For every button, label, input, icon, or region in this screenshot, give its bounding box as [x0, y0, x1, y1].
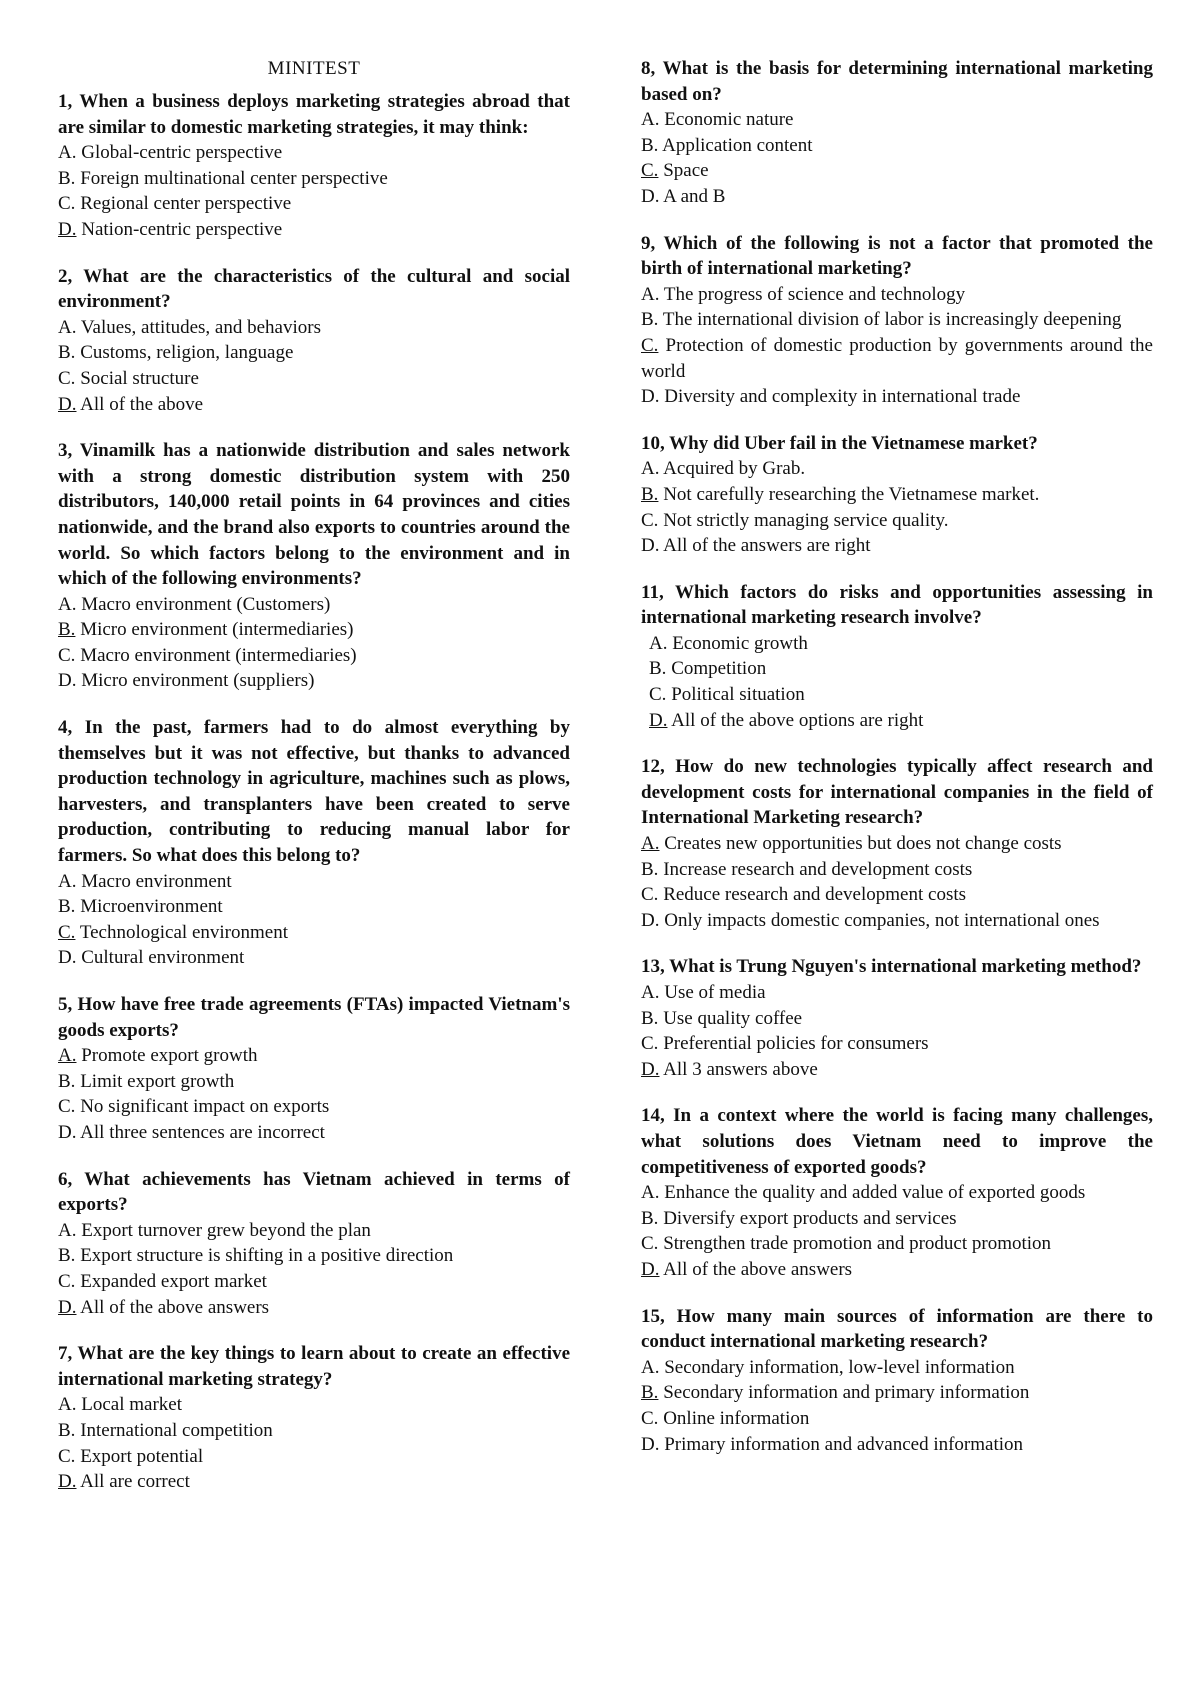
answer-letter: A. — [641, 1356, 660, 1378]
correct-answer-letter: A. — [641, 833, 660, 855]
question-5 — [58, 992, 570, 1146]
answer-text: All 3 answers above — [659, 1058, 818, 1080]
answer-options — [641, 631, 1153, 733]
answer-text: Economic nature — [659, 109, 794, 131]
answer-text: Foreign multinational center perspective — [75, 167, 388, 189]
answer-option — [641, 307, 1153, 333]
answer-letter: B. — [58, 342, 76, 364]
question-text: 9, Which of the following is not a factor that promoted the birth of international marketing? — [641, 232, 1153, 280]
left-column — [58, 56, 570, 1516]
answer-option — [641, 1432, 1153, 1458]
question-2 — [58, 264, 570, 418]
answer-letter: B. — [641, 1207, 659, 1229]
answer-text: International competition — [75, 1419, 273, 1441]
answer-letter: A. — [641, 982, 660, 1003]
answer-letter: B. — [641, 134, 659, 156]
answer-option — [58, 366, 570, 392]
answer-option — [58, 166, 570, 192]
correct-answer-letter: B. — [641, 483, 659, 505]
answer-letter: B. — [58, 1419, 76, 1441]
answer-option — [58, 1069, 570, 1095]
question-12 — [641, 754, 1153, 933]
answer-option — [58, 1444, 570, 1470]
answer-letter: C. — [641, 1033, 659, 1055]
answer-letter: B. — [641, 309, 659, 331]
answer-options — [58, 1043, 570, 1145]
answer-text: Reduce research and development costs — [658, 884, 967, 906]
answer-options — [58, 1218, 570, 1320]
question-9 — [641, 231, 1153, 410]
answer-text: Export potential — [75, 1445, 204, 1467]
answer-option — [58, 643, 570, 669]
question-text: 11, Which factors do risks and opportunities assessing in international marketing research involve? — [641, 581, 1153, 629]
answer-option — [641, 908, 1153, 934]
question-text: 14, In a context where the world is facing many challenges, what solutions does Vietnam need to improve the competitiveness of exported goods? — [641, 1105, 1153, 1178]
answer-text: Acquired by Grab. — [659, 458, 806, 480]
answer-letter: D. — [58, 670, 77, 692]
answer-option — [58, 1469, 570, 1495]
answer-option — [58, 191, 570, 217]
answer-text: Expanded export market — [75, 1270, 267, 1292]
question-8 — [641, 56, 1153, 210]
answer-option — [58, 392, 570, 418]
answer-option — [641, 656, 1153, 682]
answer-option — [641, 482, 1153, 508]
correct-answer-letter: C. — [58, 921, 76, 943]
answer-option — [641, 1057, 1153, 1083]
answer-text: All of the above answers — [659, 1258, 853, 1280]
correct-answer-letter: D. — [58, 218, 77, 240]
answer-option — [58, 1218, 570, 1244]
answer-text: Macro environment (Customers) — [76, 593, 331, 615]
answer-letter: A. — [58, 1219, 77, 1241]
answer-text: Export turnover grew beyond the plan — [76, 1219, 371, 1241]
answer-option — [58, 920, 570, 946]
answer-option — [58, 217, 570, 243]
answer-letter: A. — [58, 316, 77, 338]
answer-option — [58, 668, 570, 694]
correct-answer-letter: D. — [641, 1258, 660, 1280]
answer-letter: A. — [58, 1394, 77, 1416]
question-text: 10, Why did Uber fail in the Vietnamese market? — [641, 432, 1038, 454]
answer-option — [58, 1392, 570, 1418]
answer-letter: C. — [58, 1445, 76, 1467]
answer-text: All three sentences are incorrect — [76, 1121, 325, 1143]
answer-letter: B. — [58, 1245, 76, 1267]
question-text: 15, How many main sources of information are there to conduct international marketing research? — [641, 1305, 1153, 1353]
answer-text: The progress of science and technology — [659, 283, 966, 305]
answer-letter: C. — [58, 1270, 76, 1292]
answer-options — [641, 1180, 1153, 1282]
answer-options — [58, 315, 570, 417]
answer-text: Micro environment (suppliers) — [76, 670, 315, 692]
question-text: 7, What are the key things to learn about to create an effective international marketing strategy? — [58, 1343, 570, 1390]
answer-letter: C. — [58, 367, 76, 389]
question-10 — [641, 431, 1153, 559]
answer-text: Enhance the quality and added value of exported goods — [659, 1182, 1086, 1204]
correct-answer-letter: B. — [641, 1382, 659, 1404]
answer-option — [641, 708, 1153, 734]
answer-option — [641, 1257, 1153, 1283]
answer-letter: C. — [58, 193, 76, 215]
answer-text: Microenvironment — [75, 896, 223, 918]
answer-text: Protection of domestic production by governments around the world — [641, 334, 1153, 382]
answer-letter: B. — [641, 1007, 659, 1029]
correct-answer-letter: D. — [58, 393, 77, 415]
answer-option — [58, 1243, 570, 1269]
question-13 — [641, 954, 1153, 1082]
question-text: 3, Vinamilk has a nationwide distribution and sales network with a strong domestic distribution system with 250 distributors, 140,000 retail points in 64 provinces and cities nationwide, and the brand also exports to countries around the world. So which factors belong to the environment and in which of the following environments? — [58, 440, 570, 590]
answer-options — [641, 1355, 1153, 1457]
answer-option — [641, 1006, 1153, 1032]
answer-text: Secondary information, low-level information — [659, 1356, 1015, 1378]
answer-letter: D. — [641, 386, 660, 408]
answer-option — [58, 1295, 570, 1321]
answer-text: Promote export growth — [76, 1045, 258, 1067]
answer-letter: A. — [641, 283, 660, 305]
question-text: 6, What achievements has Vietnam achieved in terms of exports? — [58, 1168, 570, 1216]
correct-answer-letter: D. — [58, 1296, 77, 1318]
answer-letter: D. — [58, 947, 77, 969]
question-3 — [58, 438, 570, 694]
answer-letter: C. — [58, 1096, 76, 1118]
answer-option — [58, 1269, 570, 1295]
answer-text: Values, attitudes, and behaviors — [76, 316, 321, 338]
answer-text: Limit export growth — [75, 1070, 235, 1092]
answer-option — [641, 1180, 1153, 1206]
answer-options — [58, 1392, 570, 1494]
answer-text: Nation-centric perspective — [76, 218, 283, 240]
answer-text: No significant impact on exports — [75, 1096, 330, 1118]
answer-letter: B. — [649, 658, 667, 680]
answer-text: Micro environment (intermediaries) — [75, 619, 354, 641]
answer-option — [641, 158, 1153, 184]
answer-option — [641, 107, 1153, 133]
answer-text: All of the answers are right — [659, 535, 871, 557]
answer-text: Secondary information and primary information — [658, 1382, 1030, 1404]
answer-text: A and B — [659, 185, 726, 207]
answer-text: Use of media — [659, 982, 766, 1003]
answer-letter: A. — [58, 870, 77, 892]
correct-answer-letter: D. — [649, 709, 668, 731]
answer-text: Global-centric perspective — [76, 142, 283, 164]
right-column — [641, 56, 1153, 1478]
answer-option — [641, 1406, 1153, 1432]
answer-letter: A. — [641, 1182, 660, 1204]
answer-option — [641, 1231, 1153, 1257]
correct-answer-letter: D. — [58, 1471, 77, 1493]
answer-option — [641, 282, 1153, 308]
answer-text: Social structure — [75, 367, 199, 389]
question-11 — [641, 580, 1153, 734]
answer-letter: A. — [641, 109, 660, 131]
question-text: 13, What is Trung Nguyen's international marketing method? — [641, 956, 1142, 978]
correct-answer-letter: D. — [641, 1058, 660, 1080]
correct-answer-letter: C. — [641, 334, 659, 356]
question-1 — [58, 89, 570, 243]
answer-letter: A. — [58, 593, 77, 615]
answer-text: Creates new opportunities but does not change costs — [659, 833, 1062, 855]
answer-option — [58, 1418, 570, 1444]
answer-text: Only impacts domestic companies, not international ones — [659, 909, 1100, 931]
question-text: 5, How have free trade agreements (FTAs) impacted Vietnam's goods exports? — [58, 994, 570, 1041]
document-title: MINITEST — [267, 58, 361, 79]
answer-letter: C. — [641, 884, 659, 906]
answer-option — [58, 894, 570, 920]
answer-text: All of the above answers — [76, 1296, 270, 1318]
answer-letter: C. — [649, 684, 667, 706]
answer-option — [641, 1031, 1153, 1057]
answer-option — [641, 1380, 1153, 1406]
answer-text: Regional center perspective — [75, 193, 292, 215]
answer-text: All are correct — [76, 1471, 190, 1493]
answer-text: Customs, religion, language — [75, 342, 294, 364]
answer-option — [58, 1120, 570, 1146]
answer-letter: B. — [641, 858, 659, 880]
answer-option — [641, 384, 1153, 410]
answer-letter: D. — [641, 1433, 660, 1455]
answer-option — [58, 869, 570, 895]
answer-options — [58, 869, 570, 971]
answer-option — [58, 1043, 570, 1069]
answer-text: Application content — [658, 134, 813, 156]
answer-option — [58, 340, 570, 366]
correct-answer-letter: C. — [641, 160, 659, 182]
answer-letter: B. — [58, 896, 76, 918]
answer-text: Macro environment (intermediaries) — [75, 644, 357, 666]
question-text: 4, In the past, farmers had to do almost everything by themselves but it was not effective, but thanks to advanced production technology in agriculture, machines such as plows, harvesters, and transplanters have been created to serve production, contributing to reducing manual labor for farmers. So what does this belong to? — [58, 717, 570, 867]
answer-text: Use quality coffee — [658, 1007, 803, 1029]
answer-text: Competition — [666, 658, 767, 680]
answer-letter: A. — [58, 142, 77, 164]
answer-text: Strengthen trade promotion and product promotion — [658, 1233, 1052, 1255]
question-text: 2, What are the characteristics of the cultural and social environment? — [58, 265, 570, 313]
answer-text: Increase research and development costs — [658, 858, 973, 880]
question-4 — [58, 715, 570, 971]
answer-option — [58, 1094, 570, 1120]
answer-text: Online information — [658, 1407, 810, 1429]
answer-option — [58, 592, 570, 618]
answer-text: Preferential policies for consumers — [658, 1033, 929, 1055]
answer-options — [641, 282, 1153, 410]
answer-letter: D. — [641, 535, 660, 557]
answer-option — [641, 1206, 1153, 1232]
answer-option — [641, 857, 1153, 883]
answer-letter: D. — [58, 1121, 77, 1143]
answer-letter: A. — [649, 632, 668, 654]
answer-option — [58, 617, 570, 643]
answer-letter: D. — [641, 909, 660, 931]
answer-options — [58, 592, 570, 694]
answer-letter: C. — [641, 1407, 659, 1429]
answer-text: Local market — [76, 1394, 182, 1416]
answer-letter: B. — [58, 167, 76, 189]
answer-letter: D. — [641, 185, 660, 207]
answer-option — [641, 333, 1153, 384]
answer-options — [58, 140, 570, 242]
correct-answer-letter: A. — [58, 1045, 77, 1067]
question-text: 12, How do new technologies typically affect research and development costs for international companies in the field of International Marketing research? — [641, 756, 1153, 829]
correct-answer-letter: B. — [58, 619, 76, 641]
answer-letter: C. — [641, 509, 659, 531]
answer-text: Not carefully researching the Vietnamese market. — [658, 483, 1040, 505]
answer-options — [641, 831, 1153, 933]
answer-option — [641, 882, 1153, 908]
question-15 — [641, 1304, 1153, 1458]
answer-options — [641, 107, 1153, 209]
answer-options — [641, 456, 1153, 558]
answer-text: Economic growth — [667, 632, 808, 654]
answer-text: Diversity and complexity in international trade — [659, 386, 1021, 408]
answer-option — [641, 508, 1153, 534]
answer-text: The international division of labor is increasingly deepening — [658, 309, 1122, 331]
answer-letter: C. — [58, 644, 76, 666]
answer-option — [641, 133, 1153, 159]
answer-option — [641, 831, 1153, 857]
question-6 — [58, 1167, 570, 1321]
answer-text: Technological environment — [75, 921, 288, 943]
answer-letter: C. — [641, 1233, 659, 1255]
answer-option — [641, 682, 1153, 708]
answer-text: Not strictly managing service quality. — [658, 509, 949, 531]
answer-text: Cultural environment — [76, 947, 245, 969]
answer-text: All of the above — [76, 393, 204, 415]
answer-option — [641, 980, 1153, 1006]
answer-option — [641, 631, 1153, 657]
answer-option — [58, 140, 570, 166]
question-text: 1, When a business deploys marketing strategies abroad that are similar to domestic marketing strategies, it may think: — [58, 91, 570, 138]
answer-text: All of the above options are right — [667, 709, 924, 731]
answer-letter: B. — [58, 1070, 76, 1092]
answer-option — [641, 1355, 1153, 1381]
question-text: 8, What is the basis for determining international marketing based on? — [641, 58, 1153, 105]
answer-option — [641, 184, 1153, 210]
answer-text: Macro environment — [76, 870, 232, 892]
question-7 — [58, 1341, 570, 1495]
answer-text: Diversify export products and services — [658, 1207, 957, 1229]
answer-option — [58, 945, 570, 971]
answer-text: Political situation — [666, 684, 805, 706]
answer-option — [641, 533, 1153, 559]
answer-text: Primary information and advanced information — [659, 1433, 1024, 1455]
answer-option — [641, 456, 1153, 482]
answer-letter: A. — [641, 458, 660, 480]
answer-text: Space — [658, 160, 709, 182]
answer-text: Export structure is shifting in a positive direction — [75, 1245, 454, 1267]
answer-option — [58, 315, 570, 341]
answer-options — [641, 980, 1153, 1082]
question-14 — [641, 1103, 1153, 1282]
